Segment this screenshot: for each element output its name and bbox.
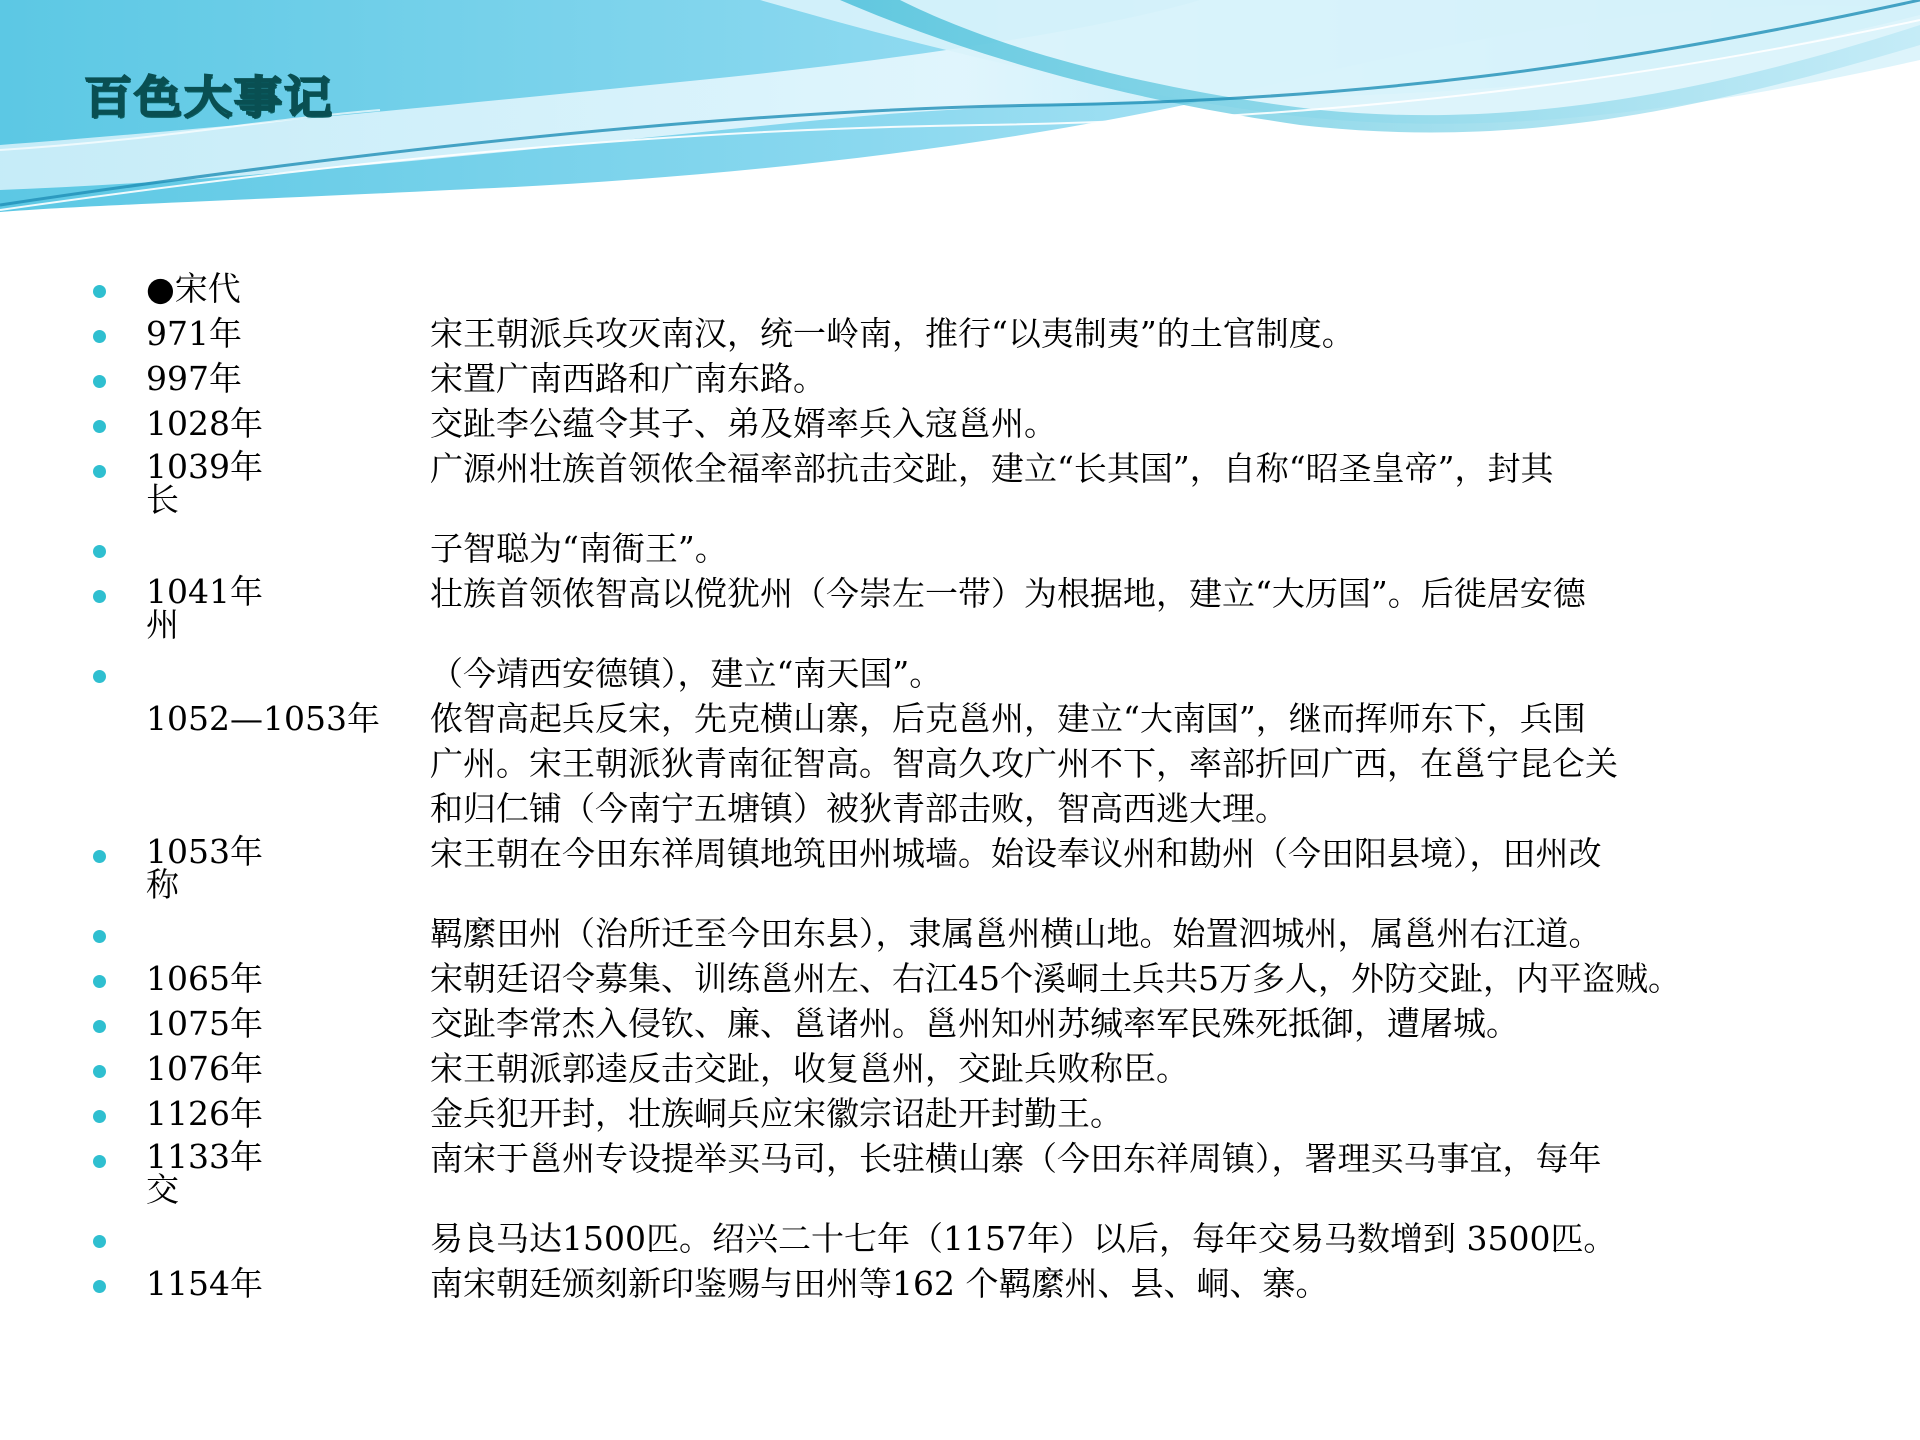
- year-label: 1075年: [146, 1004, 263, 1043]
- bullet-icon: [93, 465, 106, 478]
- list-item: [0, 655, 1920, 695]
- list-item: [0, 1220, 1920, 1260]
- list-item: [0, 447, 1920, 519]
- year-label: 1076年: [146, 1049, 263, 1088]
- year-label: ●宋代: [146, 269, 241, 308]
- event-text: 金兵犯开封，壮族峒兵应宋徽宗诏赴开封勤王。: [430, 1094, 1123, 1133]
- year-label: 1065年: [146, 959, 263, 998]
- year-label: 1052—1053年: [146, 699, 380, 738]
- bullet-icon: [93, 375, 106, 388]
- page-title: 百色大事记: [84, 72, 335, 124]
- bullet-icon: [93, 930, 106, 943]
- bullet-icon: [93, 1110, 106, 1123]
- event-text: 交趾李常杰入侵钦、廉、邕诸州。邕州知州苏缄率军民殊死抵御，遭屠城。: [430, 1004, 1519, 1043]
- list-item: [0, 1095, 1920, 1135]
- list-item: [0, 960, 1920, 1000]
- list-item: [0, 700, 1920, 740]
- list-item: [0, 745, 1920, 785]
- bullet-icon: [93, 670, 106, 683]
- bullet-icon: [93, 545, 106, 558]
- list-item: [0, 1050, 1920, 1090]
- bullet-icon: [93, 420, 106, 433]
- event-text: 广源州壮族首领侬全福率部抗击交趾，建立“长其国”，自称“昭圣皇帝”，封其: [430, 449, 1554, 488]
- event-text: 宋王朝在今田东祥周镇地筑田州城墙。始设奉议州和勘州（今田阳县境），田州改: [430, 834, 1602, 873]
- event-text: 南宋于邕州专设提举买马司，长驻横山寨（今田东祥周镇），署理买马事宜，每年: [430, 1139, 1602, 1178]
- year-label: 1028年: [146, 404, 263, 443]
- bullet-icon: [93, 285, 106, 298]
- year-label: 1154年: [146, 1264, 263, 1303]
- year-label: 997年: [146, 359, 242, 398]
- event-text: 宋王朝派兵攻灭南汉，统一岭南，推行“以夷制夷”的土官制度。: [430, 314, 1355, 353]
- year-label: 971年: [146, 314, 242, 353]
- bullet-icon: [93, 1020, 106, 1033]
- event-text: 子智聪为“南衙王”。: [430, 529, 728, 568]
- bullet-icon: [93, 975, 106, 988]
- event-text: 宋朝廷诏令募集、训练邕州左、右江45个溪峒土兵共5万多人，外防交趾，内平盗贼。: [430, 959, 1681, 998]
- event-text: 侬智高起兵反宋，先克横山寨，后克邕州，建立“大南国”，继而挥师东下，兵围: [430, 699, 1586, 738]
- year-label: 1039年长: [146, 447, 263, 519]
- event-text: 南宋朝廷颁刻新印鉴赐与田州等162 个羁縻州、县、峒、寨。: [430, 1264, 1329, 1303]
- year-label: 1126年: [146, 1094, 263, 1133]
- list-item: [0, 360, 1920, 400]
- bullet-icon: [93, 590, 106, 603]
- list-item: [0, 270, 1920, 310]
- bullet-icon: [93, 1155, 106, 1168]
- list-item: [0, 790, 1920, 830]
- bullet-icon: [93, 1280, 106, 1293]
- event-text: 羁縻田州（治所迁至今田东县），隶属邕州横山地。始置泗城州，属邕州右江道。: [430, 914, 1602, 953]
- year-label: 1133年交: [146, 1137, 263, 1209]
- event-text: 和归仁铺（今南宁五塘镇）被狄青部击败，智高西逃大理。: [430, 789, 1288, 828]
- bullet-icon: [93, 330, 106, 343]
- event-text: 易良马达1500匹。绍兴二十七年（1157年）以后，每年交易马数增到 3500匹。: [430, 1219, 1617, 1258]
- list-item: [0, 832, 1920, 904]
- list-item: [0, 1265, 1920, 1305]
- event-text: 交趾李公蕴令其子、弟及婿率兵入寇邕州。: [430, 404, 1057, 443]
- event-text: 壮族首领侬智高以傥犹州（今崇左一带）为根据地，建立“大历国”。后徙居安德: [430, 574, 1586, 613]
- event-text: （今靖西安德镇），建立“南天国”。: [430, 654, 943, 693]
- year-label: 1041年州: [146, 572, 263, 644]
- year-label: 1053年称: [146, 832, 263, 904]
- bullet-icon: [93, 1235, 106, 1248]
- event-text: 宋王朝派郭逵反击交趾，收复邕州，交趾兵败称臣。: [430, 1049, 1189, 1088]
- list-item: [0, 915, 1920, 955]
- bullet-icon: [93, 850, 106, 863]
- event-text: 宋置广南西路和广南东路。: [430, 359, 826, 398]
- list-item: [0, 1137, 1920, 1209]
- list-item: [0, 572, 1920, 644]
- list-item: [0, 1005, 1920, 1045]
- list-item: [0, 315, 1920, 355]
- bullet-icon: [93, 1065, 106, 1078]
- list-item: [0, 405, 1920, 445]
- event-text: 广州。宋王朝派狄青南征智高。智高久攻广州不下，率部折回广西，在邕宁昆仑关: [430, 744, 1618, 783]
- list-item: [0, 530, 1920, 570]
